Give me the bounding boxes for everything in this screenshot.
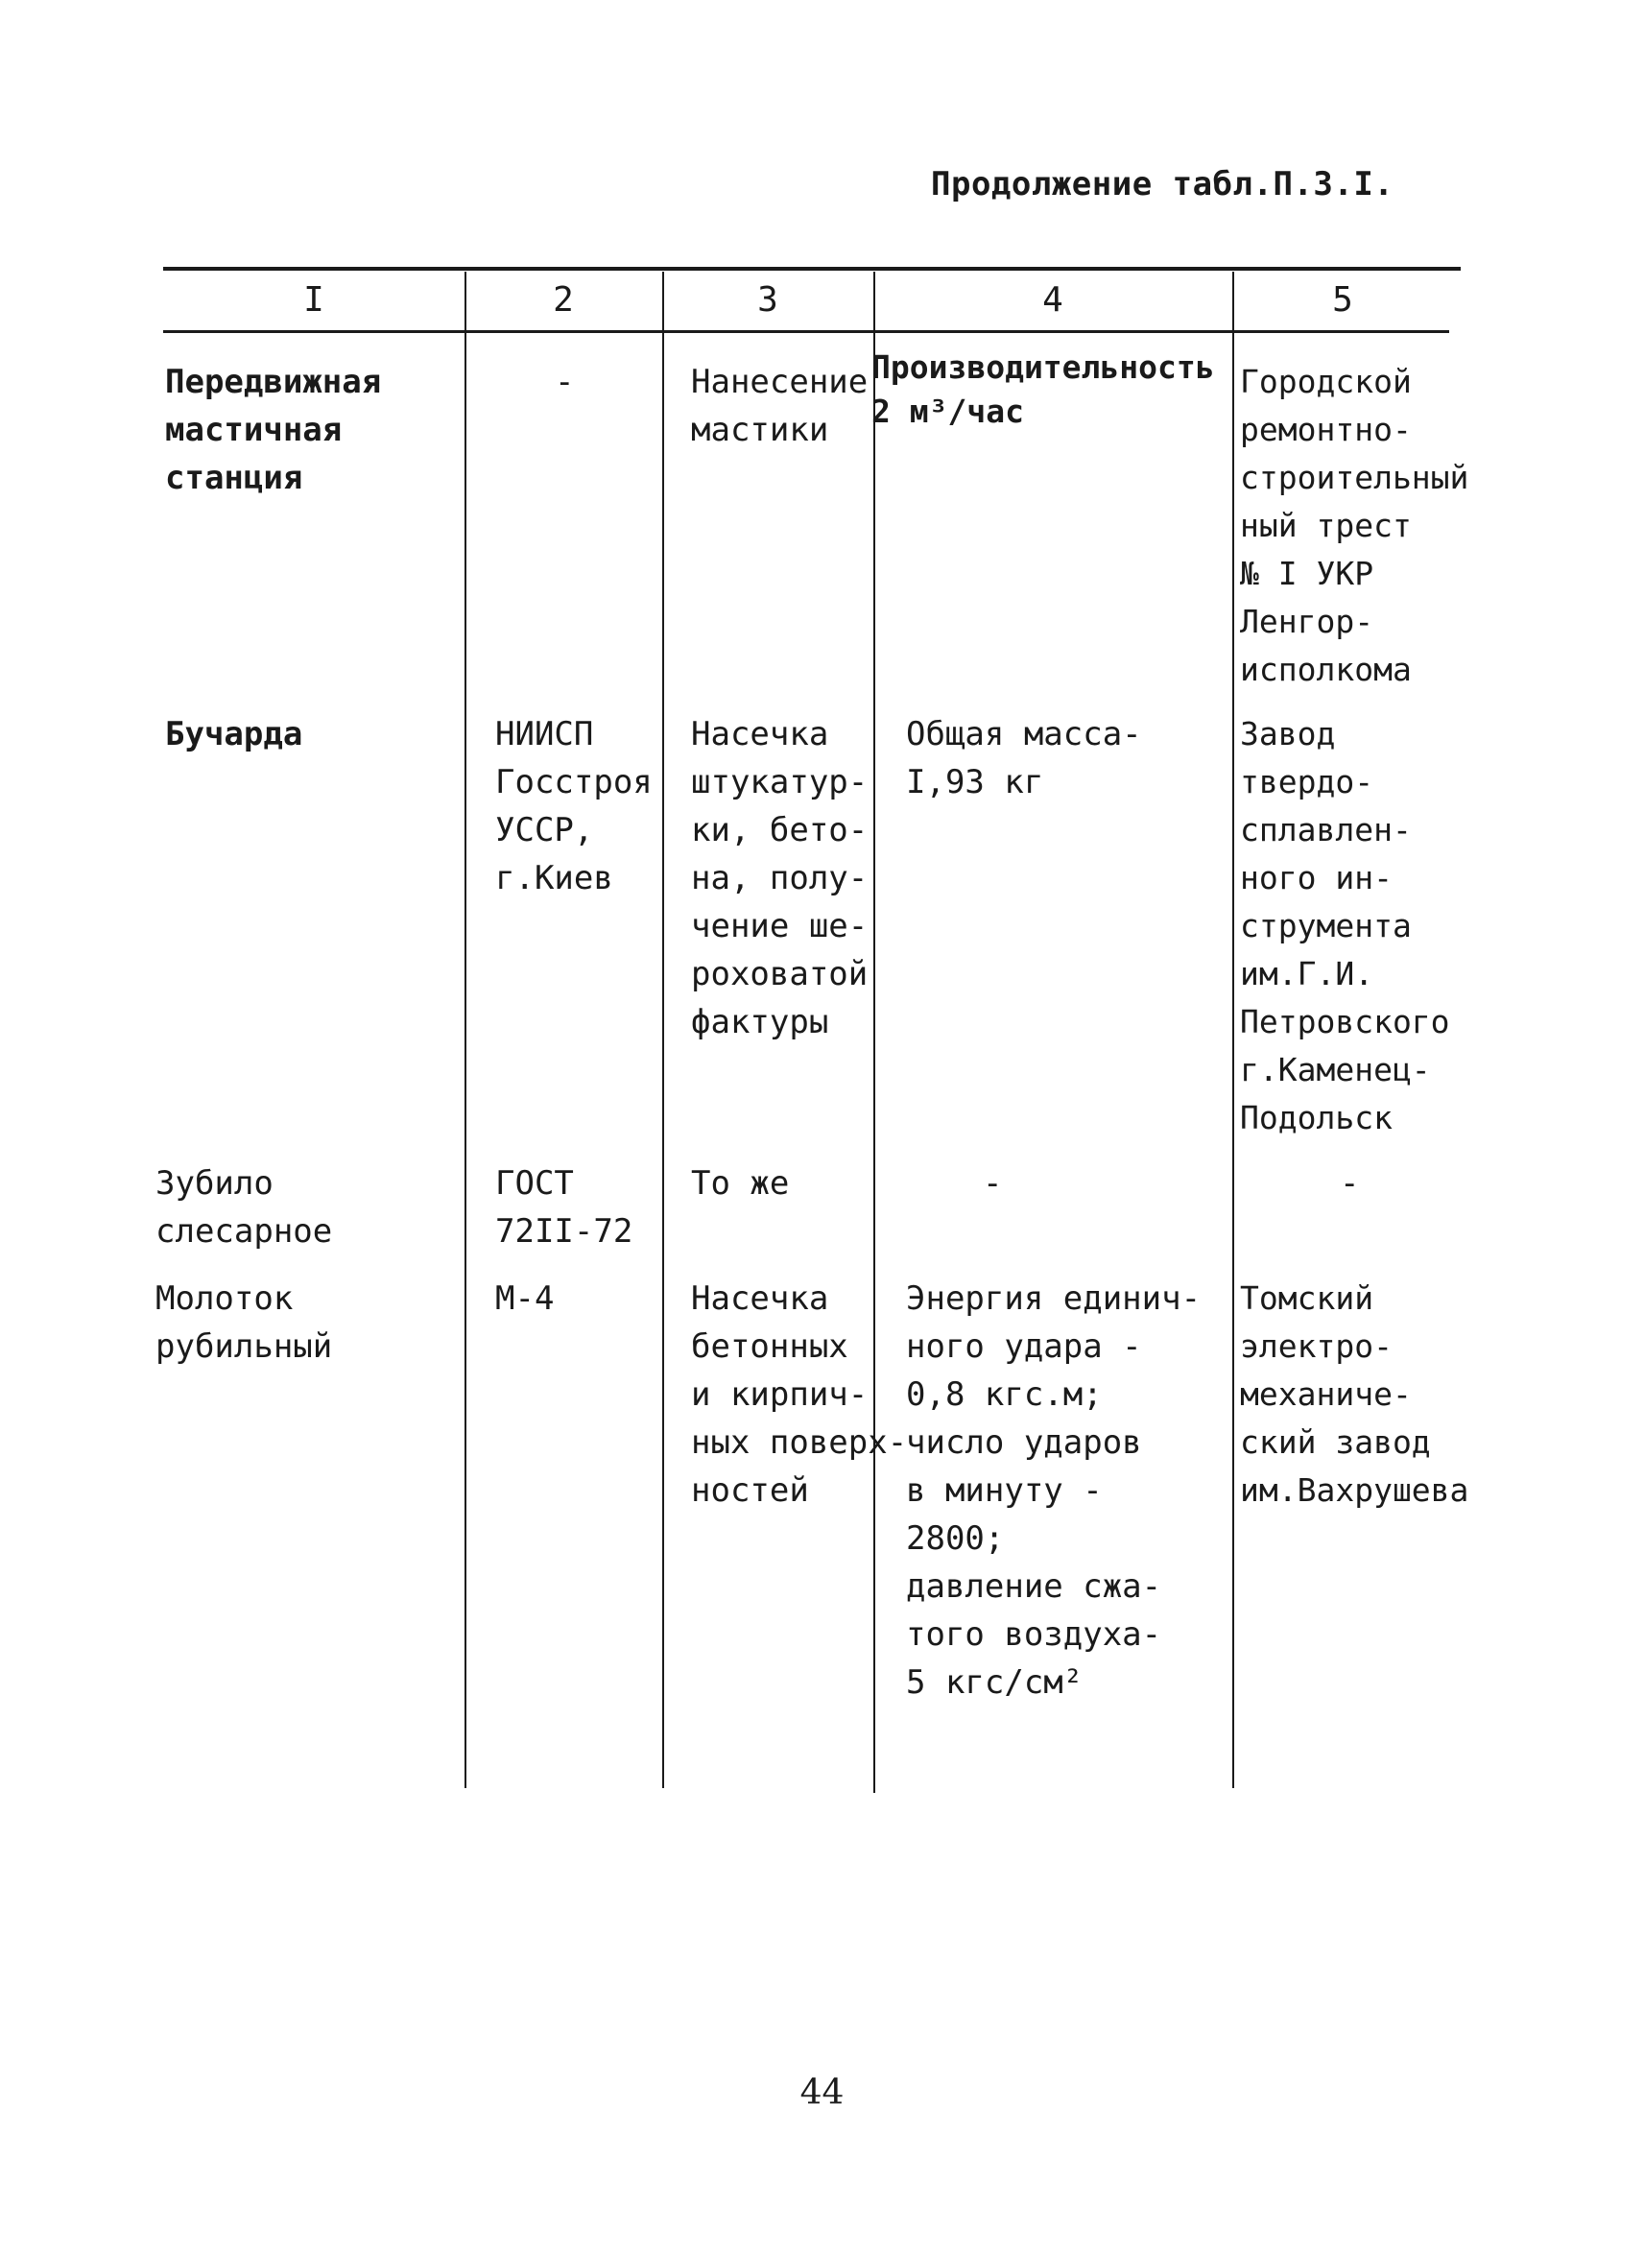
table-continuation-caption: Продолжение табл.П.3.I. (931, 165, 1394, 203)
row3-specification: - (983, 1164, 1003, 1203)
column-header-5: 5 (1332, 280, 1353, 320)
row3-purpose: То же (691, 1164, 790, 1203)
row4-purpose: Насечка бетонных и кирпич- ных поверх- ностей (691, 1279, 908, 1510)
row1-purpose: Нанесение мастики (691, 363, 869, 449)
column-header-1: I (303, 280, 324, 320)
row1-standard: - (555, 363, 575, 401)
table-top-rule (163, 267, 1461, 271)
row1-equipment-name: Передвижная мастичная станция (165, 363, 382, 497)
column-header-2: 2 (553, 280, 574, 320)
column-divider-1 (465, 272, 466, 1788)
row3-manufacturer: - (1340, 1164, 1360, 1203)
row1-specification: Производительность 2 м³/час (871, 348, 1215, 430)
row4-specification: Энергия единич- ного удара - 0,8 кгс.м; число ударов в минуту - 2800; давление сжа- того воздуха- 5 кгс/см² (906, 1279, 1202, 1702)
row3-standard: ГОСТ 72II-72 (495, 1164, 633, 1251)
row3-equipment-name: Зубило слесарное (155, 1164, 333, 1251)
column-divider-2 (662, 272, 664, 1788)
row2-equipment-name: Бучарда (165, 715, 303, 753)
row4-standard: М-4 (495, 1279, 555, 1318)
column-header-4: 4 (1042, 280, 1063, 320)
row4-manufacturer: Томский электро- механиче- ский завод им.Вахрушева (1240, 1279, 1469, 1509)
header-bottom-rule (163, 330, 1449, 333)
row2-standard: НИИСП Госстроя УССР, г.Киев (495, 715, 653, 897)
column-divider-4 (1232, 272, 1234, 1788)
row2-manufacturer: Завод твердо- сплавлен- ного ин- струмента им.Г.И. Петровского г.Каменец- Подольск (1240, 715, 1450, 1136)
column-header-3: 3 (757, 280, 778, 320)
row1-manufacturer: Городской ремонтно- строительный ный трест № I УКР Ленгор- исполкома (1240, 363, 1469, 688)
page-number: 44 (799, 2073, 845, 2113)
row2-purpose: Насечка штукатур- ки, бето- на, полу- чение ше- роховатой фактуры (691, 715, 869, 1041)
row4-equipment-name: Молоток рубильный (155, 1279, 333, 1366)
column-divider-3 (873, 272, 875, 1793)
row2-specification: Общая масса- I,93 кг (906, 715, 1142, 801)
